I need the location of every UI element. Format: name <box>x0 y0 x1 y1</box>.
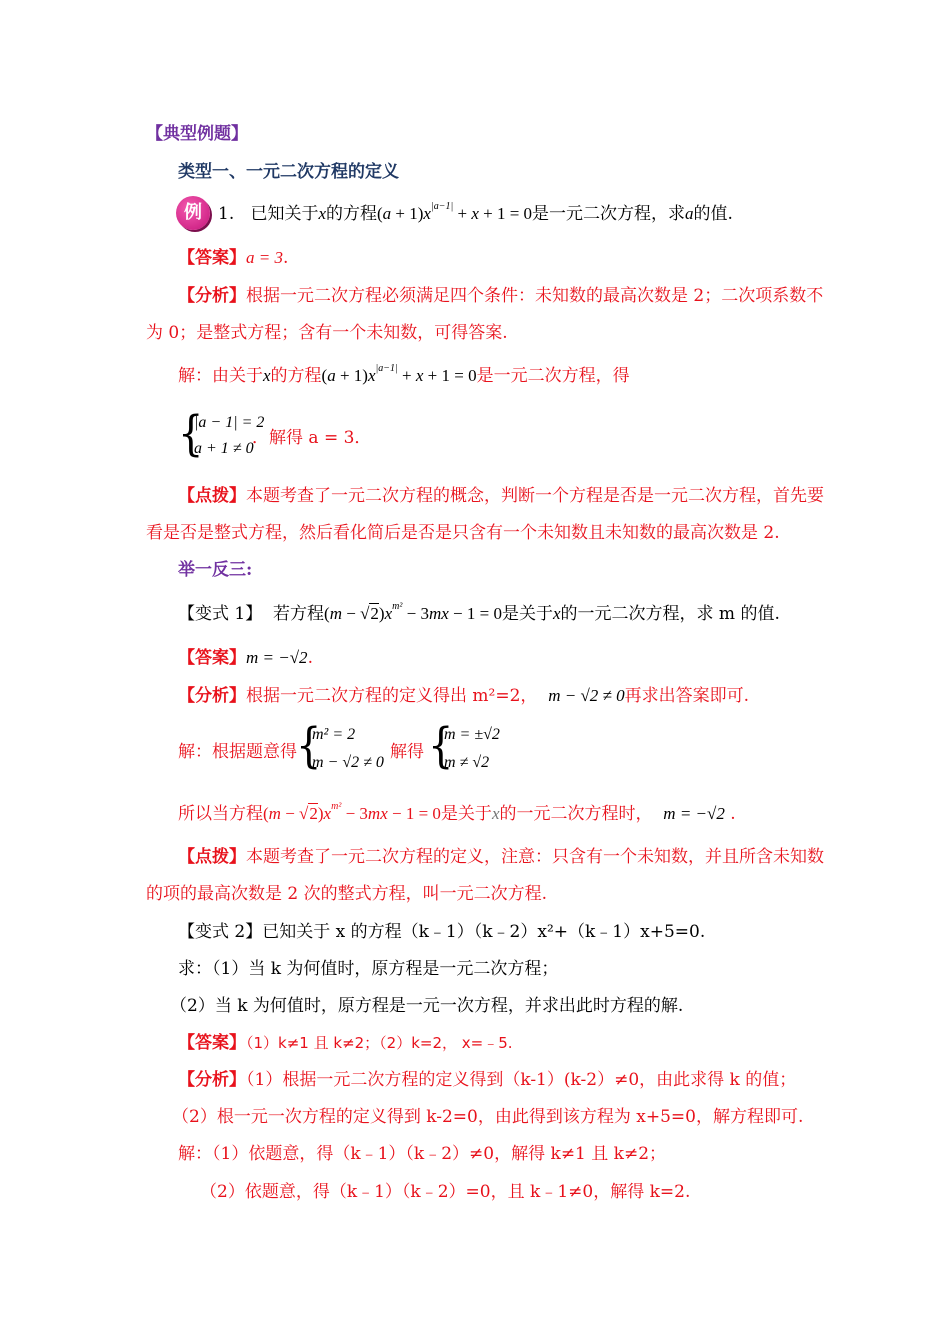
v1-conclusion <box>178 802 736 826</box>
solution-text: 解：由关于 <box>178 366 263 386</box>
v1-analysis <box>178 684 749 708</box>
variant-tag: 【变式 1】 <box>178 604 263 624</box>
ex1-system: { |a − 1| = 2 a + 1 ≠ 0 <box>178 406 265 462</box>
variant-tag: 【变式 2】 <box>178 922 263 942</box>
analysis-eq: m − √2 ≠ 0 <box>548 686 625 705</box>
system-row: m = ±√2 <box>444 726 500 743</box>
analysis-text: 再求出答案即可. <box>624 686 750 706</box>
system-row: a + 1 ≠ 0 <box>194 440 254 457</box>
example-text: 已知关于 <box>250 204 319 224</box>
ex1-tip-line2: 看是否是整式方程，然后看化简后是否是只含有一个未知数且未知数的最高次数是 2. <box>146 523 780 543</box>
section-heading: 【典型例题】 <box>146 124 248 144</box>
example-number: 1. <box>218 204 235 224</box>
solution-text: 是一元二次方程，得 <box>476 366 630 386</box>
v1-answer <box>178 646 313 670</box>
tip-tag: 【点拨】 <box>178 486 246 506</box>
variant-text: 已知关于 x 的方程（k﹣1）（k﹣2）x²+（k﹣1）x+5=0. <box>262 922 706 942</box>
conclusion-text: 的一元二次方程时， <box>499 804 653 824</box>
math-x: x <box>318 204 326 223</box>
answer-end: . <box>282 248 289 268</box>
type-heading: 类型一、一元二次方程的定义 <box>178 162 399 182</box>
variant2-q1: 求：（1）当 k 为何值时，原方程是一元二次方程； <box>178 959 559 979</box>
conclusion-text: 是关于 <box>440 804 492 824</box>
analysis-text: （1）根据一元二次方程的定义得到（k-1）(k-2）≠0，由此求得 k 的值； <box>246 1070 797 1090</box>
analysis-tag: 【分析】 <box>178 1070 246 1090</box>
ex1-analysis-line1 <box>178 284 823 308</box>
tip-tag: 【点拨】 <box>178 847 246 867</box>
ex1-analysis-line2: 为 0；是整式方程；含有一个未知数，可得答案. <box>146 323 508 343</box>
variant-text: 是关于 <box>501 604 553 624</box>
analysis-tag: 【分析】 <box>178 286 246 306</box>
variant2-q2: （2）当 k 为何值时，原方程是一元一次方程，并求出此时方程的解. <box>170 996 684 1016</box>
v1-solution-prefix: 解：根据题意得 <box>178 742 297 762</box>
answer-eq: a = 3 <box>246 248 283 267</box>
equation: $(m - √2)x^{m^2} - 3mx - 1 = 0$ <box>324 601 502 623</box>
math-a: a <box>685 204 694 223</box>
system-row: m ≠ √2 <box>444 754 490 771</box>
v2-analysis-line2: （2）根一元一次方程的定义得到 k-2=0，由此得到该方程为 x+5=0，解方程即可. <box>172 1107 804 1127</box>
equation: $(m - √2)x^{m^2} - 3mx - 1 = 0$ <box>263 801 441 823</box>
ex1-solution-line <box>178 364 630 388</box>
ex1-answer <box>178 246 288 270</box>
analysis-text: 根据一元二次方程的定义得出 m²=2， <box>246 686 538 706</box>
solution-text: 的方程 <box>270 366 322 386</box>
answer-text: （1）k≠1 且 k≠2；（2）k=2， x=﹣5. <box>246 1034 513 1052</box>
v1-system-2: { m = ±√2 m ≠ √2 <box>428 718 500 774</box>
analysis-tag: 【分析】 <box>178 686 246 706</box>
variant1-question <box>178 602 780 626</box>
variant-text: 的一元二次方程，求 m 的值. <box>560 604 780 624</box>
variant2-question <box>178 920 705 944</box>
system-row: |a − 1| = 2 <box>194 414 265 431</box>
tip-text: 本题考查了一元二次方程的概念，判断一个方程是否是一元二次方程，首先要 <box>246 486 824 506</box>
answer-tag: 【答案】 <box>178 248 246 268</box>
equation: $(a + 1)x^{|a-1|} + x + 1 = 0$ <box>321 363 477 385</box>
tip-text: 本题考查了一元二次方程的定义，注意：只含有一个未知数，并且所含未知数 <box>246 847 824 867</box>
v1-solution-mid: 解得 <box>390 742 424 762</box>
v2-solution-line2: （2）依题意，得（k﹣1）（k﹣2）=0，且 k﹣1≠0，解得 k=2. <box>200 1182 691 1202</box>
ex1-tip-line1 <box>178 484 824 508</box>
analysis-text: 根据一元二次方程必须满足四个条件：未知数的最高次数是 2；二次项系数不 <box>246 286 824 306</box>
answer-tag: 【答案】 <box>178 648 246 668</box>
math-x: x <box>552 604 561 623</box>
example-text: 是一元二次方程，求 <box>532 204 686 224</box>
answer-tag: 【答案】 <box>178 1033 246 1053</box>
conclusion-text: 所以当方程 <box>178 804 263 824</box>
conclusion-text: . <box>730 804 736 824</box>
variant-text: 若方程 <box>273 604 325 624</box>
example-text: 的方程 <box>326 204 377 224</box>
conclusion-eq: m = −√2 <box>663 804 725 823</box>
v1-tip-line2: 的项的最高次数是 2 次的整式方程，叫一元二次方程. <box>146 884 548 904</box>
example-badge-icon: 例 <box>176 196 210 230</box>
ex1-result: ．解得 a = 3． <box>252 428 372 448</box>
v2-answer <box>178 1031 513 1055</box>
system-row: m − √2 ≠ 0 <box>312 754 384 771</box>
math-x: x <box>263 366 271 385</box>
practice-heading: 举一反三: <box>178 560 253 580</box>
answer-end: . <box>307 648 313 668</box>
v2-solution-line1: 解：（1）依题意，得（k﹣1）（k﹣2）≠0，解得 k≠1 且 k≠2； <box>178 1144 667 1164</box>
system-row: m² = 2 <box>312 726 356 743</box>
example-text: 的值. <box>693 204 733 224</box>
v1-tip-line1 <box>178 845 824 869</box>
equation: $(a + 1)x^{|a-1|} + x + 1 = 0$ <box>377 201 533 223</box>
v1-system-1: { m² = 2 m − √2 ≠ 0 <box>296 718 384 774</box>
v2-analysis-line1 <box>178 1068 796 1092</box>
answer-eq: m = −√2 <box>246 648 308 667</box>
example-1-question <box>218 202 733 226</box>
math-x: x <box>491 804 500 823</box>
